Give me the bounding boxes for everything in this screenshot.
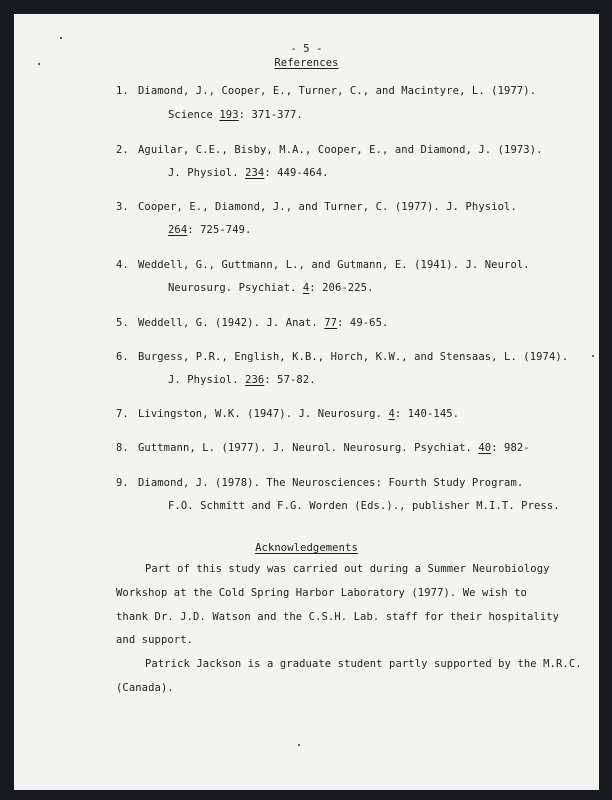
ref-text: Science	[168, 109, 220, 121]
ref-pages: : 371-377.	[238, 109, 303, 121]
scan-speck	[38, 63, 40, 65]
ref-pages: : 725-749.	[187, 224, 252, 236]
reference-3-line2	[168, 223, 251, 237]
reference-9-number: 9.	[116, 477, 129, 489]
ref-pages: : 49-65.	[337, 317, 389, 329]
reference-2-number: 2.	[116, 144, 129, 156]
reference-4-line2	[168, 281, 374, 295]
reference-1-number: 1.	[116, 85, 129, 97]
reference-3-number: 3.	[116, 201, 129, 213]
reference-7-number: 7.	[116, 408, 129, 420]
reference-8-line1	[138, 441, 530, 455]
ref-volume: 236	[245, 374, 265, 386]
ack-paragraph2-line1: Patrick Jackson is a graduate student partly supported by the M.R.C.	[145, 658, 582, 670]
ref-pages: : 140-145.	[394, 408, 460, 420]
page-number: - 5 -	[290, 43, 323, 55]
ref-volume: 193	[219, 109, 239, 121]
ref-pages: : 206-225.	[309, 282, 374, 294]
references-heading: References	[274, 57, 339, 69]
reference-6-number: 6.	[116, 351, 129, 363]
ref-volume: 40	[478, 442, 492, 454]
ack-paragraph1-line4: and support.	[116, 634, 194, 646]
ref-pages: : 57-82.	[264, 374, 316, 386]
acknowledgements-heading: Acknowledgements	[255, 542, 358, 554]
scan-speck	[298, 744, 300, 746]
reference-1-line2	[168, 108, 303, 122]
ref-text: J. Physiol.	[168, 374, 246, 386]
reference-2-line2	[168, 166, 329, 180]
ack-paragraph1-line3: thank Dr. J.D. Watson and the C.S.H. Lab. staff for their hospitality	[116, 611, 560, 623]
ref-volume: 234	[245, 167, 265, 179]
reference-5-number: 5.	[116, 317, 129, 329]
reference-6-line2	[168, 373, 316, 387]
reference-4-line1: Weddell, G., Guttmann, L., and Gutmann, E. (1941). J. Neurol.	[138, 259, 530, 271]
ref-volume: 77	[324, 317, 338, 329]
ack-paragraph1-line1: Part of this study was carried out during a Summer Neurobiology	[145, 563, 550, 575]
ref-pages: : 982-	[491, 442, 530, 454]
ref-volume: 4	[302, 282, 310, 294]
reference-6-line1: Burgess, P.R., English, K.B., Horch, K.W., and Stensaas, L. (1974).	[138, 351, 569, 363]
ref-volume: 4	[388, 408, 395, 420]
reference-8-number: 8.	[116, 442, 129, 454]
reference-7-line1	[138, 407, 459, 421]
scan-speck	[60, 37, 62, 39]
reference-2-line1: Aguilar, C.E., Bisby, M.A., Cooper, E., and Diamond, J. (1973).	[138, 144, 543, 156]
reference-3-line1: Cooper, E., Diamond, J., and Turner, C. (1977). J. Physiol.	[138, 201, 517, 213]
reference-5-line1	[138, 316, 388, 330]
ref-volume: 264	[168, 224, 188, 236]
ref-text: J. Physiol.	[168, 167, 246, 179]
scan-speck	[592, 355, 594, 357]
ref-text: Livingston, W.K. (1947). J. Neurosurg.	[138, 408, 389, 420]
ack-paragraph1-line2: Workshop at the Cold Spring Harbor Laboratory (1977). We wish to	[116, 587, 527, 599]
document-page	[14, 14, 599, 790]
reference-4-number: 4.	[116, 259, 129, 271]
ref-text: Neurosurg. Psychiat.	[168, 282, 303, 294]
ref-text: Weddell, G. (1942). J. Anat.	[138, 317, 325, 329]
ack-paragraph2-line2: (Canada).	[116, 682, 174, 694]
ref-pages: : 449-464.	[264, 167, 329, 179]
reference-9-line1: Diamond, J. (1978). The Neurosciences: Fourth Study Program.	[138, 477, 524, 489]
reference-1-line1: Diamond, J., Cooper, E., Turner, C., and Macintyre, L. (1977).	[138, 85, 537, 97]
reference-9-line2: F.O. Schmitt and F.G. Worden (Eds.)., publisher M.I.T. Press.	[168, 500, 560, 512]
ref-text: Guttmann, L. (1977). J. Neurol. Neurosurg. Psychiat.	[138, 442, 479, 454]
